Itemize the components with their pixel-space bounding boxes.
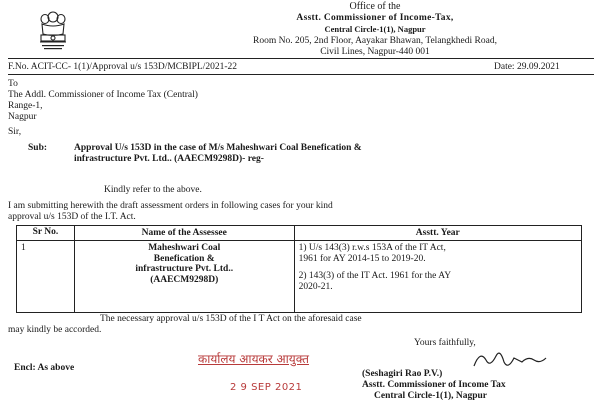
table-row	[17, 241, 582, 313]
assessee-line: infrastructure Pvt. Ltd..	[135, 264, 234, 274]
letterhead-line-address: Room No. 205, 2nd Floor, Aayakar Bhawan, Telangkhedi Road,	[253, 35, 497, 46]
yours-faithfully: Yours faithfully,	[414, 338, 476, 348]
subject-line-2: infrastructure Pvt. Ltd.. (AAECM9298D)- reg-	[74, 154, 264, 164]
body-para-1: Kindly refer to the above.	[104, 185, 202, 195]
received-date-stamp: 2 9 SEP 2021	[230, 382, 303, 393]
addressee-line-1: The Addl. Commissioner of Income Tax (Central)	[8, 90, 198, 100]
signatory-circle: Central Circle-1(1), Nagpur	[374, 391, 488, 401]
cases-table	[16, 225, 582, 313]
cell-asstt-year	[294, 241, 581, 313]
signatory-name: (Seshagiri Rao P.V.)	[362, 369, 443, 379]
letterhead-line-circle: Central Circle-1(1), Nagpur	[324, 24, 426, 34]
year-item-2-line-1: 2) 143(3) of the IT Act. 1961 for the AY	[298, 271, 452, 281]
office-stamp-hindi: कार्यालय आयकर आयुक्त	[198, 352, 309, 366]
letterhead-line-city: Civil Lines, Nagpur-440 001	[320, 47, 430, 57]
office-letterhead	[150, 1, 600, 59]
letter-date: Date: 29.09.2021	[494, 62, 560, 72]
file-number: F.No. ACIT-CC- 1(1)/Approval u/s 153D/MCBIPL/2021-22	[8, 62, 238, 72]
body-para-3-line-1: The necessary approval u/s 153D of the I T Act on the aforesaid case	[100, 314, 362, 324]
body-para-2-line-2: approval u/s 153D of the I.T. Act.	[8, 212, 136, 222]
column-header-sr: Sr No.	[17, 226, 75, 241]
assessee-line: Benefication &	[153, 253, 215, 264]
body-para-2-line-1: I am submitting herewith the draft assessment orders in following cases for your kind	[8, 201, 333, 211]
body-para-3-line-2: may kindly be accorded.	[8, 325, 102, 335]
year-item-1-line-2: 1961 for AY 2014-15 to 2019-20.	[298, 254, 426, 264]
letterhead-line-title: Asstt. Commissioner of Income-Tax,	[296, 12, 454, 23]
cell-sr: 1	[17, 241, 75, 313]
table-header-row	[17, 226, 582, 241]
to-label: To	[8, 79, 18, 89]
cell-assessee	[74, 241, 294, 313]
signature-icon	[470, 346, 550, 372]
addressee-line-3: Nagpur	[8, 112, 37, 122]
subject-line-1: Approval U/s 153D in the case of M/s Maheshwari Coal Benefication &	[74, 143, 362, 153]
year-item-2-line-2: 2020-21.	[298, 282, 333, 292]
letterhead-line-office: Office of the	[349, 1, 401, 12]
header-divider	[8, 58, 594, 59]
assessee-line: (AAECM9298D)	[150, 274, 219, 285]
ref-divider	[8, 74, 594, 75]
national-emblem-icon	[36, 8, 70, 54]
addressee-line-2: Range-1,	[8, 101, 43, 111]
salutation: Sir,	[8, 127, 22, 137]
assessee-line: Maheshwari Coal	[148, 243, 221, 253]
enclosure-note: Encl: As above	[14, 363, 75, 373]
column-header-asstt-year: Asstt. Year	[294, 226, 581, 241]
column-header-assessee: Name of the Assessee	[74, 226, 294, 241]
year-item-1-line-1: 1) U/s 143(3) r.w.s 153A of the IT Act,	[298, 243, 446, 253]
signatory-designation: Asstt. Commissioner of Income Tax	[362, 380, 506, 390]
subject-label: Sub:	[28, 143, 48, 153]
